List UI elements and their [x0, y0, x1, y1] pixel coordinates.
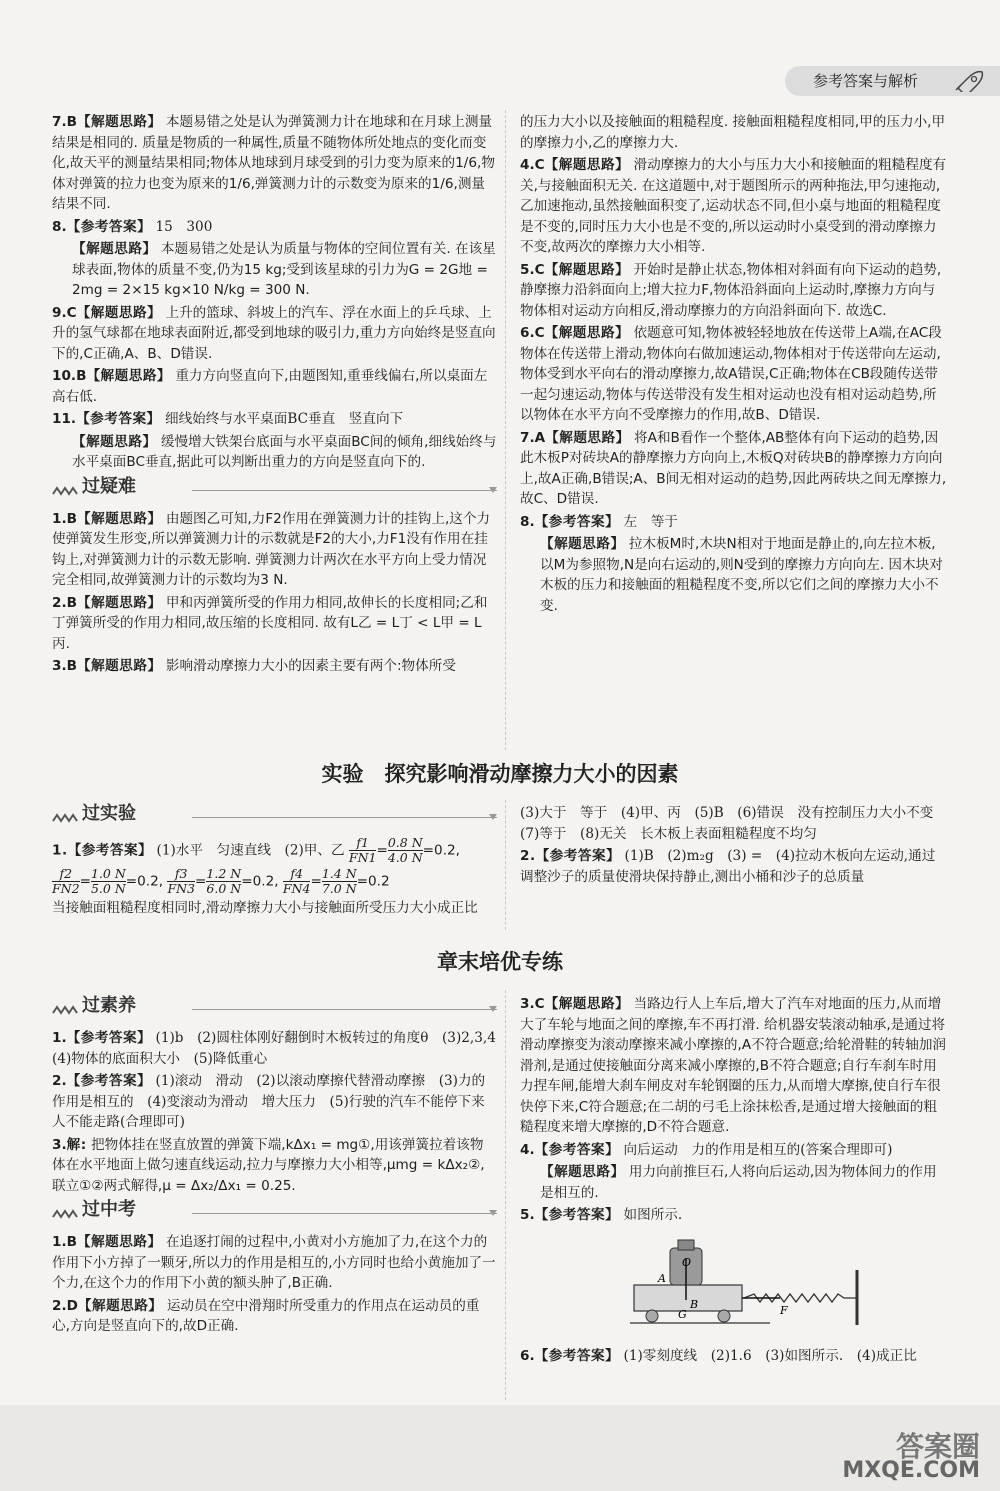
answer-item [520, 1205, 948, 1226]
weight-knob [678, 1240, 694, 1250]
experiment-right [520, 803, 948, 889]
answer-text: 上升的篮球、斜坡上的汽车、浮在水面上的乒乓球、上升的氢气球都在地球表面附近,都受到地球的吸引力,重力方向始终是竖直向下的,C正确,A、B、D错误. [52, 304, 496, 362]
question-number: 10.B [52, 368, 87, 384]
answer-item [52, 1296, 497, 1337]
answer-list [52, 112, 497, 473]
answer-text: 将A和B看作一个整体,AB整体有向下运动的趋势,因此木板P对砖块A的静摩擦力方向向上,木板Q对砖块B的静摩擦力方向向上,故A正确,B错误;A、B间无相对运动的趋势,因此两砖块之间无摩擦力,故C、D错误. [520, 429, 947, 507]
answer-tag: 【解题思路】 [76, 1234, 162, 1250]
answer-item [520, 112, 948, 153]
section-header-yinan [52, 477, 497, 503]
answer-item [520, 1346, 948, 1367]
answer-tag: 【解题思路】 [544, 325, 630, 341]
column-divider [505, 800, 506, 930]
answer-item [520, 1162, 948, 1203]
wheel [718, 1310, 730, 1322]
answer-item [52, 593, 497, 655]
answer-head: 2.【参考答案】 [520, 848, 621, 864]
answer-item [520, 260, 948, 322]
answer-tag: 【参考答案】 [66, 1030, 152, 1046]
question-number: 3.C [520, 996, 545, 1012]
answer-list [52, 509, 497, 677]
chapter-right [520, 994, 948, 1368]
answer-tag: 【解题思路】 [76, 304, 162, 321]
chapter-title: 章末培优专练 [437, 950, 563, 974]
experiment-left [52, 800, 497, 921]
label-b: B [690, 1297, 699, 1311]
answer-text: 如图所示. [623, 1207, 683, 1223]
answer-tag: 【参考答案】 [66, 1073, 152, 1089]
force-diagram [630, 1230, 870, 1340]
answer-tag: 【解题思路】 [544, 261, 630, 278]
answer-list [52, 1028, 510, 1196]
answer-item [520, 846, 948, 887]
column-divider [505, 110, 506, 750]
answer-item [52, 1135, 497, 1197]
question-number: 1.B [52, 510, 77, 527]
answer-text: 缓慢增大铁架台底面与水平桌面BC间的倾角,细线始终与水平桌面BC垂直,据此可以判断出重力的方向是竖直向下的. [72, 433, 497, 470]
section-rule [192, 490, 497, 491]
question-number: 3.B [52, 658, 77, 674]
section-title: 过实验 [82, 803, 136, 824]
answer-text: 依题意可知,物体被轻轻地放在传送带上A端,在AC段物体在传送带上滑动,物体向右做加速运动,物体相对于传送带向左运动,物体受到水平向右的滑动摩擦力,故A错误,C正确;物体在CB段随传送带一起匀速运动,物体与传送带没有发生相对运动也没有相对运动趋势,所以物体在水平方向不受摩擦力的作用,故B、D错误. [520, 325, 942, 423]
answer-item [52, 303, 497, 365]
ratio-result: =0.2 [356, 873, 390, 890]
section-rule [192, 1213, 497, 1214]
answer-item [520, 323, 948, 426]
wheel [646, 1310, 658, 1322]
label-f: F [780, 1303, 788, 1317]
section-header-suyang [52, 996, 497, 1022]
answer-text: (1)b (2)圆柱体刚好翻倒时木板转过的角度θ (3)2,3,4 (4)物体的底面积大小 (5)降低重心 [52, 1030, 510, 1067]
answer-text: 拉木板M时,木块N相对于地面是静止的,向左拉木板,以M为参照物,N是向右运动的,则N受到的摩擦力方向向左. 因木块对木板的压力和接触面的粗糙程度不变,所以它们之间的摩擦力大小不变. [540, 536, 943, 614]
fraction: $\frac{f3}{FN3}$ [167, 866, 196, 896]
answer-item: $\frac{f2}{FN2}$ = $\frac{1.0 N}{5.0 N}$ =0.2, $\frac{f3}{FN3}$ = $\frac{1.2 N}{6.0 N}$ =0.2, $\frac{f4}{FN4}$ = $\frac{1.4 N}{7.0 N}$ =0.2 [52, 866, 390, 896]
watermark-logo: 答案圈 [895, 1430, 980, 1463]
answer-list [520, 112, 948, 616]
cart-body [634, 1285, 742, 1311]
label-a: A [658, 1271, 666, 1285]
answer-item: 1.【参考答案】 (1)水平 匀速直线 (2)甲、乙 $\frac{f1}{FN1}$ = $\frac{0.8 N}{4.0 N}$ =0.2, [52, 835, 460, 865]
answer-text: 15 300 [155, 218, 213, 235]
answer-item [52, 217, 497, 238]
answer-text: 开始时是静止状态,物体相对斜面有向下运动的趋势,静摩擦力沿斜面向上;增大拉力F,物体沿斜面向上运动时,摩擦力方向与物体相对运动方向相反,滑动摩擦力的方向沿斜面向下. 故选C. [520, 261, 942, 319]
fraction: $\frac{1.0 N}{5.0 N}$ [90, 866, 126, 896]
fraction: $\frac{1.2 N}{6.0 N}$ [206, 866, 242, 896]
answer-tag: 【解题思路】 [540, 536, 625, 552]
wave-icon [52, 813, 78, 823]
answer-text: (1)B (2)m₂g (3) = (4)拉动木板向左运动,通过调整沙子的质量使滑块保持静止,测出小桶和沙子的总质量 [520, 848, 936, 885]
answer-item [52, 432, 497, 473]
question-number: 6.C [520, 325, 545, 341]
answer-text: 甲和丙弹簧所受的作用力相同,故伸长的长度相同;乙和丁弹簧所受的作用力相同,故压缩的长度相同. 故有L乙 = L丁 < L甲 = L丙. [52, 594, 488, 652]
watermark-url: MXQE.COM [842, 1458, 980, 1483]
triangle-icon [489, 1210, 497, 1216]
answer-text: 由题图乙可知,力F2作用在弹簧测力计的挂钩上,这个力使弹簧发生形变,所以弹簧测力计的示数就是F2的大小,力F1没有作用在挂钩上,对弹簧测力计的示数无影响. 弹簧测力计两次在水平方向上受力情况完全相同,故弹簧测力计的示数均为3 N. [52, 510, 491, 588]
answer-item [52, 1028, 510, 1069]
answer-tag: 【解题思路】 [76, 594, 162, 611]
answer-tag: 【解题思路】 [76, 510, 162, 527]
answer-item [52, 1071, 497, 1133]
answer-text: 本题易错之处是认为质量与物体的空间位置有关. 在该星球表面,物体的质量不变,仍为15 kg;受到该星球的引力为G = 2G地 = 2mg = 2×15 kg×10 N/kg = 300 N. [72, 241, 496, 298]
answer-text: 左 等于 [623, 513, 678, 530]
answer-item [52, 239, 497, 301]
ratio-result: =0.2, [125, 873, 164, 890]
question-number: 3. [52, 1136, 67, 1153]
question-number: 1. [52, 1030, 67, 1046]
answer-text: 运动员在空中滑翔时所受重力的作用点在运动员的重心,方向是竖直向下的,故D正确. [52, 1297, 480, 1334]
answer-item [520, 512, 948, 533]
header-title: 参考答案与解析 [813, 72, 919, 90]
answer-item [52, 509, 497, 591]
question-number: 9.C [52, 304, 77, 321]
answer-text: 在追逐打闹的过程中,小黄对小方施加了力,在这个力的作用下小方掉了一颗牙,所以力的作用是相互的,小方同时也给小黄施加了一个力,在这个力的作用下小黄的额头肿了,B正确. [52, 1234, 496, 1291]
question-number: 7.B [52, 114, 77, 130]
answer-tag: 【解题思路】 [545, 429, 630, 446]
answer-text: 的压力大小以及接触面的粗糙程度. 接触面粗糙程度相同,甲的压力小,甲的摩擦力小,乙的摩擦力大. [520, 114, 946, 151]
question-number: 8. [52, 218, 67, 235]
triangle-icon [489, 1006, 497, 1012]
answer-text: 滑动摩擦力的大小与压力大小和接触面的粗糙程度有关,与接触面积无关. 在这道题中,对于题图所示的两种拖法,甲匀速拖动,乙加速拖动,虽然接触面积变了,运动状态不同,但小桌与地面的粗糙程度是不变的,同时压力大小也是不变的,所以运动时小桌受到的滑动摩擦力不变,故两次的摩擦力大小相等. [520, 157, 947, 255]
section-title: 过中考 [82, 1199, 136, 1220]
answer-text: 向后运动 力的作用是相互的(答案合理即可) [623, 1141, 893, 1158]
question-number: 1.B [52, 1234, 77, 1250]
answer-text: (1)水平 匀速直线 (2)甲、乙 [156, 842, 345, 859]
answer-text: 影响滑动摩擦力大小的因素主要有两个:物体所受 [165, 658, 456, 674]
triangle-icon [489, 487, 497, 493]
question-number: 4.C [520, 157, 545, 173]
answer-text: 细线始终与水平桌面BC垂直 竖直向下 [164, 411, 404, 427]
answer-item [520, 994, 948, 1138]
answer-text: 当接触面粗糙程度相同时,滑动摩擦力大小与接触面所受压力大小成正比 [52, 900, 478, 916]
answer-text: 当路边行人上车后,增大了汽车对地面的压力,从而增大了车轮与地面之间的摩擦,车不再打滑. 给机器安装滚动轴承,是通过将滑动摩擦变为滚动摩擦来减小摩擦的,A不符合题意;给轮滑鞋的转轴加润滑剂,是通过使接触面分离来减小摩擦的,B不符合题意;自行车刹车时用力捏车闸,能增大刹车闸皮对车轮钢圈的压力,从而增大摩擦,使自行车很快停下来,C符合题意;在二胡的弓毛上涂抹松香,是通过增大接触面的粗糙程度来增大摩擦的,D不符合题意. [520, 996, 947, 1135]
answer-text: 用力向前推巨石,人将向后运动,因为物体间力的作用是相互的. [540, 1164, 937, 1201]
answer-tag: 【解题思路】 [76, 114, 162, 130]
answer-tag: 【参考答案】 [534, 513, 620, 530]
answer-text: 本题易错之处是认为弹簧测力计在地球和在月球上测量结果是相同的. 质量是物质的一种属性,质量不随物体所处地点的变化而变化,故天平的测量结果相同;物体从地球到月球受到的引力变为原来的1/6,物体对弹簧的拉力也变为原来的1/6,弹簧测力计的示数变为原来的1/6,测量结果不同. [52, 114, 495, 212]
answer-text: (1)滚动 滑动 (2)以滚动摩擦代替滑动摩擦 (3)力的作用是相互的 (4)变滚动为滑动 增大压力 (5)行驶的汽车不能停下来 人不能走路(合理即可) [52, 1073, 499, 1130]
question-number: 5.C [520, 261, 545, 278]
answer-text: 重力方向竖直向下,由题图知,重垂线偏右,所以桌面左高右低. [52, 368, 488, 405]
answer-item [520, 1140, 948, 1161]
wave-icon [52, 1209, 78, 1219]
section-title: 过疑难 [82, 475, 136, 497]
section-rule [192, 1009, 497, 1010]
answer-item [520, 428, 948, 510]
answer-list [52, 1232, 497, 1337]
answer-tag: 【解题思路】 [544, 157, 630, 173]
triangle-icon [489, 814, 497, 820]
answer-text: 把物体挂在竖直放置的弹簧下端,kΔx₁ = mg①,用该弹簧拉着该物体在水平地面上做匀速直线运动,拉力与摩擦力大小相等,μmg = kΔx₂②,联立①②两式解得,μ = Δx₂/Δx₁ = 0.25. [52, 1136, 485, 1194]
answer-text: (3)大于 等于 (4)甲、丙 (5)B (6)错误 没有控制压力大小不变 (7)等于 (8)无关 长木板上表面粗糙程度不均匀 [520, 805, 947, 842]
answer-tag: 【参考答案】 [534, 1207, 620, 1223]
answer-item [52, 112, 497, 215]
question-number: 2. [52, 1073, 67, 1089]
answer-item [52, 1232, 497, 1294]
column-divider [505, 990, 506, 1400]
answer-item [520, 155, 948, 258]
question-number: 2.B [52, 594, 77, 611]
ratio-result: =0.2, [422, 842, 460, 859]
answer-head: 1.【参考答案】 [52, 842, 153, 859]
right-column-top [520, 112, 948, 618]
section-rule [192, 817, 497, 818]
experiment-title: 实验 探究影响滑动摩擦力大小的因素 [321, 762, 679, 786]
question-number: 7.A [520, 429, 546, 446]
answer-tag: 【参考答案】 [534, 1141, 620, 1158]
question-number: 5. [520, 1207, 535, 1223]
answer-item [52, 656, 497, 677]
fraction: $\frac{f4}{FN4}$ [282, 866, 311, 896]
fraction: $\frac{f2}{FN2}$ [52, 866, 80, 896]
fraction: $\frac{1.4 N}{7.0 N}$ [321, 866, 357, 896]
section-header-zhongkao [52, 1200, 497, 1226]
question-number: 11. [52, 411, 77, 427]
answer-tag: 解: [66, 1136, 87, 1153]
left-column-top [52, 112, 497, 679]
answer-tag: 【解题思路】 [72, 433, 157, 450]
answer-tag: 【参考答案】 [534, 1347, 620, 1364]
chapter-left [52, 992, 510, 1339]
question-number: 2.D [52, 1297, 78, 1314]
fraction: $\frac{0.8 N}{4.0 N}$ [387, 835, 423, 865]
answer-tag: 【解题思路】 [77, 1297, 163, 1314]
answer-text: (1)零刻度线 (2)1.6 (3)如图所示. (4)成正比 [623, 1347, 917, 1364]
answer-tag: 【解题思路】 [72, 241, 157, 257]
answer-tag: 【解题思路】 [540, 1164, 625, 1180]
label-g: G [678, 1307, 687, 1321]
answer-item [52, 409, 497, 430]
header-tab [785, 66, 1000, 96]
answer-tag: 【解题思路】 [76, 658, 162, 674]
wave-icon [52, 486, 78, 496]
question-number: 4. [520, 1141, 535, 1158]
answer-item [520, 534, 948, 616]
force-diagram-svg [630, 1230, 870, 1340]
rocket-icon [954, 70, 984, 92]
answer-tag: 【参考答案】 [66, 218, 152, 235]
section-title: 过素养 [82, 995, 136, 1016]
label-o: O [682, 1255, 692, 1269]
answer-item [52, 366, 497, 407]
answer-tag: 【参考答案】 [76, 411, 161, 427]
answer-list [520, 994, 948, 1226]
answer-tag: 【解题思路】 [86, 368, 172, 384]
question-number: 6. [520, 1347, 535, 1364]
question-number: 8. [520, 513, 535, 530]
answer-tag: 【解题思路】 [544, 996, 630, 1012]
section-header-shiyan [52, 804, 497, 830]
ratio-result: =0.2, [241, 873, 279, 890]
wave-icon [52, 1005, 78, 1015]
fraction: $\frac{f1}{FN1}$ [348, 835, 377, 865]
